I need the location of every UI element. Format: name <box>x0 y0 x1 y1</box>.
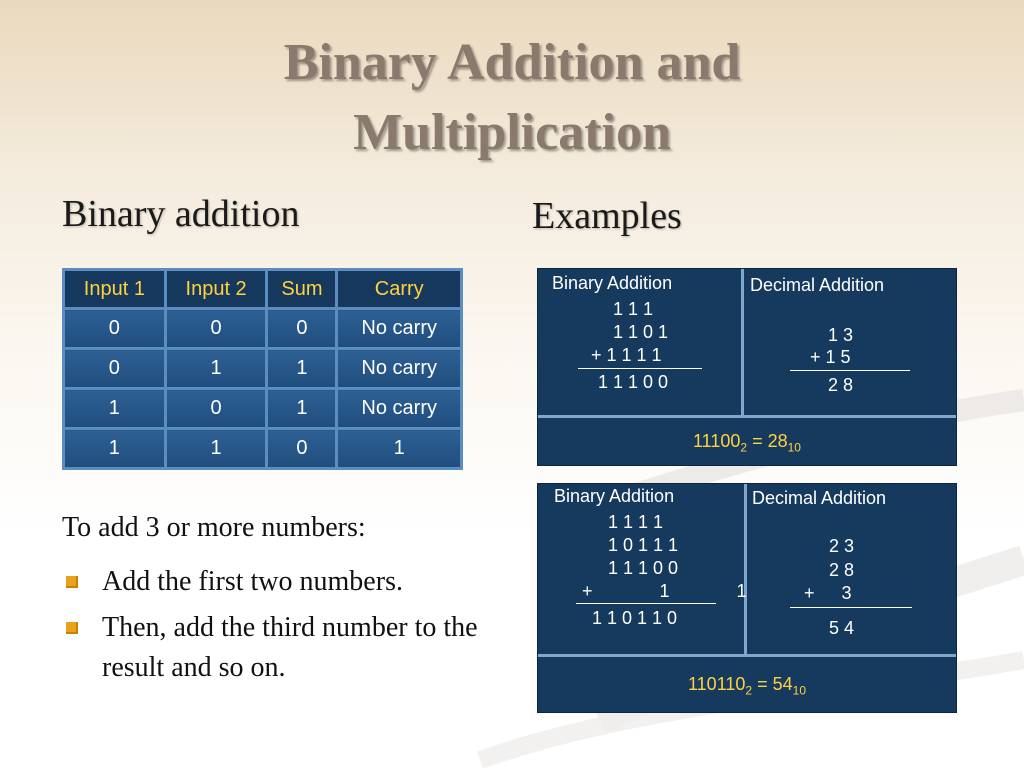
column-divider <box>741 269 744 415</box>
binary-operand-1: 1 0 1 1 1 <box>608 535 679 555</box>
binary-result: 1 1 1 0 0 <box>598 372 669 392</box>
list-item <box>62 562 502 602</box>
decimal-addition-label: Decimal Addition <box>750 275 885 295</box>
table-cell: 0 <box>165 309 267 349</box>
table-row <box>64 309 462 349</box>
decimal-operand-2: + 1 5 <box>810 347 851 367</box>
table-cell: No carry <box>337 349 462 389</box>
row-divider <box>538 415 956 418</box>
right-heading: Examples <box>532 195 682 237</box>
binary-carry-row: 1 1 1 <box>613 299 654 319</box>
table-cell: 1 <box>337 429 462 469</box>
table-cell: 0 <box>64 349 166 389</box>
decimal-result: 2 8 <box>828 375 854 395</box>
binary-addition-label: Binary Addition <box>552 273 673 293</box>
table-row <box>64 349 462 389</box>
binary-result: 1 1 0 1 1 0 <box>592 608 678 628</box>
binary-operand-3: + 1 1 <box>582 581 747 601</box>
binary-operand-2: 1 1 1 0 0 <box>608 558 679 578</box>
header-input-1: Input 1 <box>64 270 166 309</box>
decimal-result: 5 4 <box>829 618 855 638</box>
bullet-text: Then, add the third number to the result and so on. <box>102 612 478 683</box>
table-row <box>64 429 462 469</box>
list-item <box>62 608 502 688</box>
example-1-summary <box>538 431 956 455</box>
binary-operand-2: + 1 1 1 1 <box>591 345 662 365</box>
left-heading: Binary addition <box>62 193 300 235</box>
summary-decimal: = 28 <box>747 431 788 451</box>
table-header-row <box>64 270 462 309</box>
summary-base-10: 10 <box>792 683 806 698</box>
sum-line <box>578 368 702 369</box>
table-cell: 1 <box>267 349 337 389</box>
table-cell: No carry <box>337 389 462 429</box>
bullet-text: Add the first two numbers. <box>102 566 403 597</box>
table-cell: 0 <box>165 389 267 429</box>
decimal-operand-2: 2 8 <box>829 560 855 580</box>
table-cell: 0 <box>267 309 337 349</box>
sum-line <box>790 607 912 608</box>
intro-text: To add 3 or more numbers: <box>62 512 366 543</box>
summary-decimal: = 54 <box>752 674 793 694</box>
decimal-addition-label: Decimal Addition <box>752 488 887 508</box>
decimal-operand-1: 1 3 <box>828 325 854 345</box>
summary-binary: 110110 <box>688 674 746 694</box>
binary-operand-1: 1 1 0 1 <box>613 322 669 342</box>
example-2-panel <box>537 483 957 713</box>
table-cell: 1 <box>64 389 166 429</box>
sum-line <box>576 603 716 604</box>
slide-title <box>0 28 1024 168</box>
table-row <box>64 389 462 429</box>
summary-base-2: 2 <box>745 683 753 698</box>
header-sum: Sum <box>267 270 337 309</box>
square-bullet-icon <box>66 576 78 588</box>
table-cell: 1 <box>267 389 337 429</box>
table-cell: 0 <box>64 309 166 349</box>
header-carry: Carry <box>337 270 462 309</box>
table-cell: No carry <box>337 309 462 349</box>
title-line-1: Binary Addition and <box>283 34 741 91</box>
table-cell: 1 <box>165 349 267 389</box>
decimal-operand-1: 2 3 <box>829 536 855 556</box>
column-divider <box>744 484 747 654</box>
truth-table <box>62 268 463 470</box>
header-input-2: Input 2 <box>165 270 267 309</box>
row-divider <box>538 654 956 657</box>
example-1-panel <box>537 268 957 466</box>
sum-line <box>790 370 910 371</box>
bullet-list <box>62 562 502 694</box>
title-line-2: Multiplication <box>353 104 671 161</box>
summary-binary: 11100 <box>693 431 741 451</box>
binary-carry-row: 1 1 1 1 <box>608 512 664 532</box>
square-bullet-icon <box>66 622 78 634</box>
example-2-summary <box>538 674 956 698</box>
summary-base-2: 2 <box>740 440 748 455</box>
table-cell: 1 <box>165 429 267 469</box>
decimal-operand-3: + 3 <box>804 583 852 603</box>
summary-base-10: 10 <box>787 440 801 455</box>
table-cell: 0 <box>267 429 337 469</box>
table-cell: 1 <box>64 429 166 469</box>
binary-addition-label: Binary Addition <box>554 486 675 506</box>
